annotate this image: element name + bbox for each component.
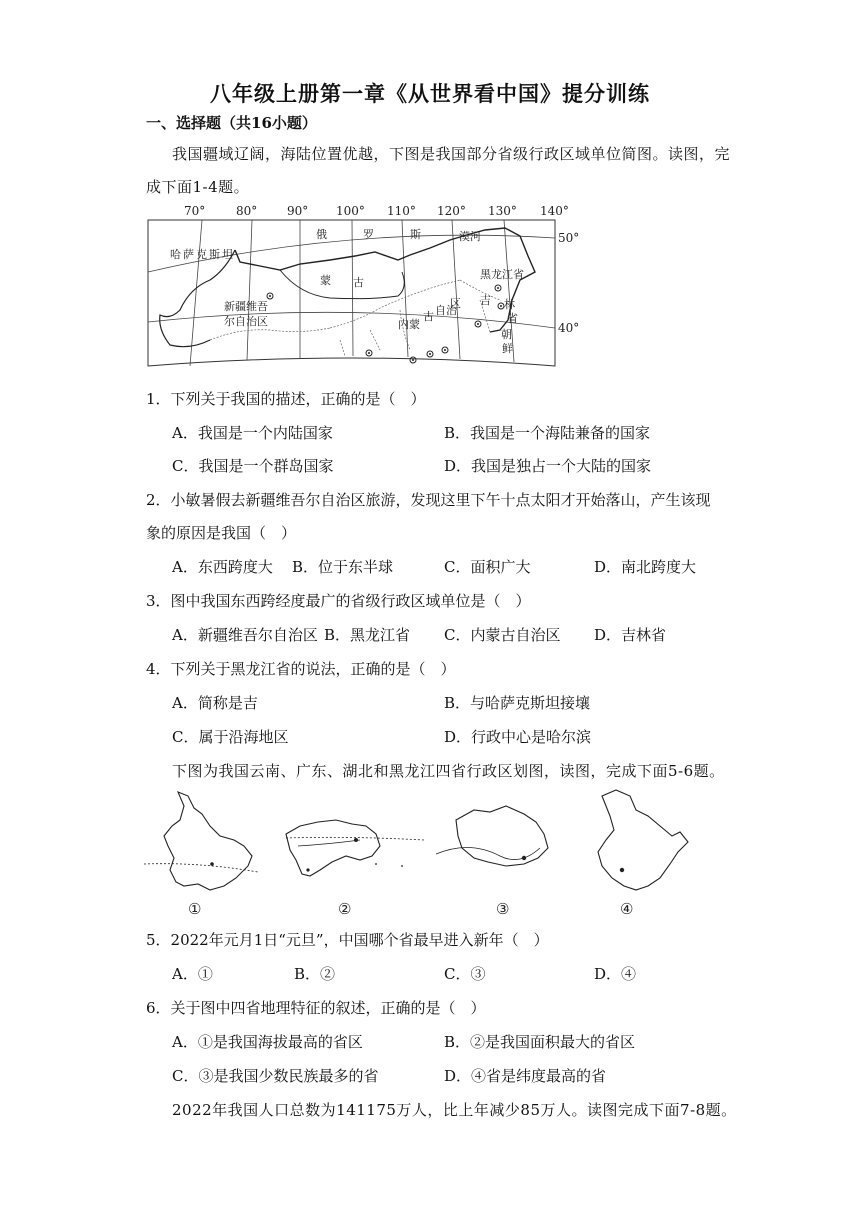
map2-label-3: ③ — [496, 900, 510, 918]
intro-text-3: 2022年我国人口总数为141175万人，比上年减少85万人。读图完成下面7-8题。 — [172, 1101, 737, 1119]
q3-option-a[interactable]: A．新疆维吾尔自治区 — [172, 626, 318, 644]
label-jilin-1: 吉 — [480, 294, 491, 307]
lat-label-50: 50° — [558, 231, 580, 245]
q3-option-c[interactable]: C．内蒙古自治区 — [444, 626, 561, 644]
q1-option-b[interactable]: B．我国是一个海陆兼备的国家 — [444, 424, 651, 442]
q4-option-a[interactable]: A．简称是吉 — [172, 694, 258, 712]
label-xinjiang-1: 新疆维吾 — [224, 300, 268, 313]
q2-option-a[interactable]: A．东西跨度大 — [172, 558, 273, 576]
map2-label-1: ① — [188, 900, 202, 918]
q5-option-a[interactable]: A．① — [172, 965, 213, 983]
lon-label-130: 130° — [488, 204, 517, 218]
label-neimenggu-3: 自治 — [435, 304, 457, 317]
label-russia-1: 俄 — [316, 228, 327, 241]
question-1: 1．下列关于我国的描述，正确的是（ ） — [146, 390, 426, 408]
q4-option-c[interactable]: C．属于沿海地区 — [172, 728, 289, 746]
label-korea-1: 朝 — [501, 328, 512, 341]
q4-option-d[interactable]: D．行政中心是哈尔滨 — [444, 728, 592, 746]
q5-option-d[interactable]: D．④ — [594, 965, 637, 983]
label-neimenggu-2: 古 — [423, 310, 434, 323]
lon-label-140: 140° — [540, 204, 569, 218]
lat-label-40: 40° — [558, 321, 580, 335]
q1-option-c[interactable]: C．我国是一个群岛国家 — [172, 457, 334, 475]
q6-option-c[interactable]: C．③是我国少数民族最多的省 — [172, 1067, 379, 1085]
page-title: 八年级上册第一章《从世界看中国》提分训练 — [210, 81, 650, 106]
question-2-line1: 2．小敏暑假去新疆维吾尔自治区旅游，发现这里下午十点太阳才开始落山，产生该现 — [146, 491, 711, 509]
q4-option-b[interactable]: B．与哈萨克斯坦接壤 — [444, 694, 591, 712]
lon-label-110: 110° — [387, 204, 416, 218]
label-jilin-3: 省 — [507, 312, 518, 325]
intro-text-2: 下图为我国云南、广东、湖北和黑龙江四省行政区划图，读图，完成下面5-6题。 — [172, 762, 725, 780]
four-provinces-map — [140, 786, 700, 920]
q6-option-d[interactable]: D．④省是纬度最高的省 — [444, 1067, 607, 1085]
q1-option-d[interactable]: D．我国是独占一个大陆的国家 — [444, 457, 652, 475]
q5-option-b[interactable]: B．② — [294, 965, 336, 983]
intro-text-line1: 我国疆域辽阔，海陆位置优越，下图是我国部分省级行政区域单位简图。读图，完 — [172, 145, 731, 163]
q5-option-c[interactable]: C．③ — [444, 965, 486, 983]
label-heilongjiang: 黑龙江省 — [480, 268, 524, 281]
intro-text-line2: 成下面1-4题。 — [146, 178, 250, 196]
q6-option-a[interactable]: A．①是我国海拔最高的省区 — [172, 1033, 363, 1051]
q3-option-b[interactable]: B．黑龙江省 — [324, 626, 411, 644]
question-4: 4．下列关于黑龙江省的说法，正确的是（ ） — [146, 660, 456, 678]
q2-option-b[interactable]: B．位于东半球 — [292, 558, 394, 576]
label-kazakhstan: 哈萨克斯坦 — [170, 248, 235, 261]
label-jilin-2: 林 — [504, 298, 515, 311]
label-russia-3: 斯 — [410, 228, 421, 241]
lon-label-100: 100° — [336, 204, 365, 218]
label-korea-2: 鲜 — [502, 342, 513, 355]
question-6: 6．关于图中四省地理特征的叙述，正确的是（ ） — [146, 999, 486, 1017]
china-provinces-map — [140, 200, 580, 372]
lon-label-70: 70° — [184, 204, 206, 218]
map2-label-2: ② — [338, 900, 352, 918]
label-mohe: 漠河 — [459, 230, 481, 243]
label-russia-2: 罗 — [363, 228, 374, 241]
map2-label-4: ④ — [620, 900, 634, 918]
question-2-line2: 象的原因是我国（ ） — [146, 524, 297, 542]
label-mongolia-2: 古 — [353, 276, 364, 289]
q2-option-c[interactable]: C．面积广大 — [444, 558, 531, 576]
q2-option-d[interactable]: D．南北跨度大 — [594, 558, 697, 576]
section-heading: 一、选择题（共16小题） — [146, 114, 317, 132]
label-mongolia-1: 蒙 — [320, 274, 331, 287]
label-neimenggu-4: 区 — [450, 297, 461, 310]
q1-option-a[interactable]: A．我国是一个内陆国家 — [172, 424, 333, 442]
lon-label-90: 90° — [287, 204, 309, 218]
lon-label-80: 80° — [236, 204, 258, 218]
label-xinjiang-2: 尔自治区 — [224, 315, 268, 328]
question-3: 3．图中我国东西跨经度最广的省级行政区域单位是（ ） — [146, 592, 531, 610]
label-neimenggu-1: 内蒙 — [398, 318, 420, 331]
question-5: 5．2022年元月1日“元旦”，中国哪个省最早进入新年（ ） — [146, 931, 549, 949]
q6-option-b[interactable]: B．②是我国面积最大的省区 — [444, 1033, 636, 1051]
lon-label-120: 120° — [437, 204, 466, 218]
q3-option-d[interactable]: D．吉林省 — [594, 626, 667, 644]
